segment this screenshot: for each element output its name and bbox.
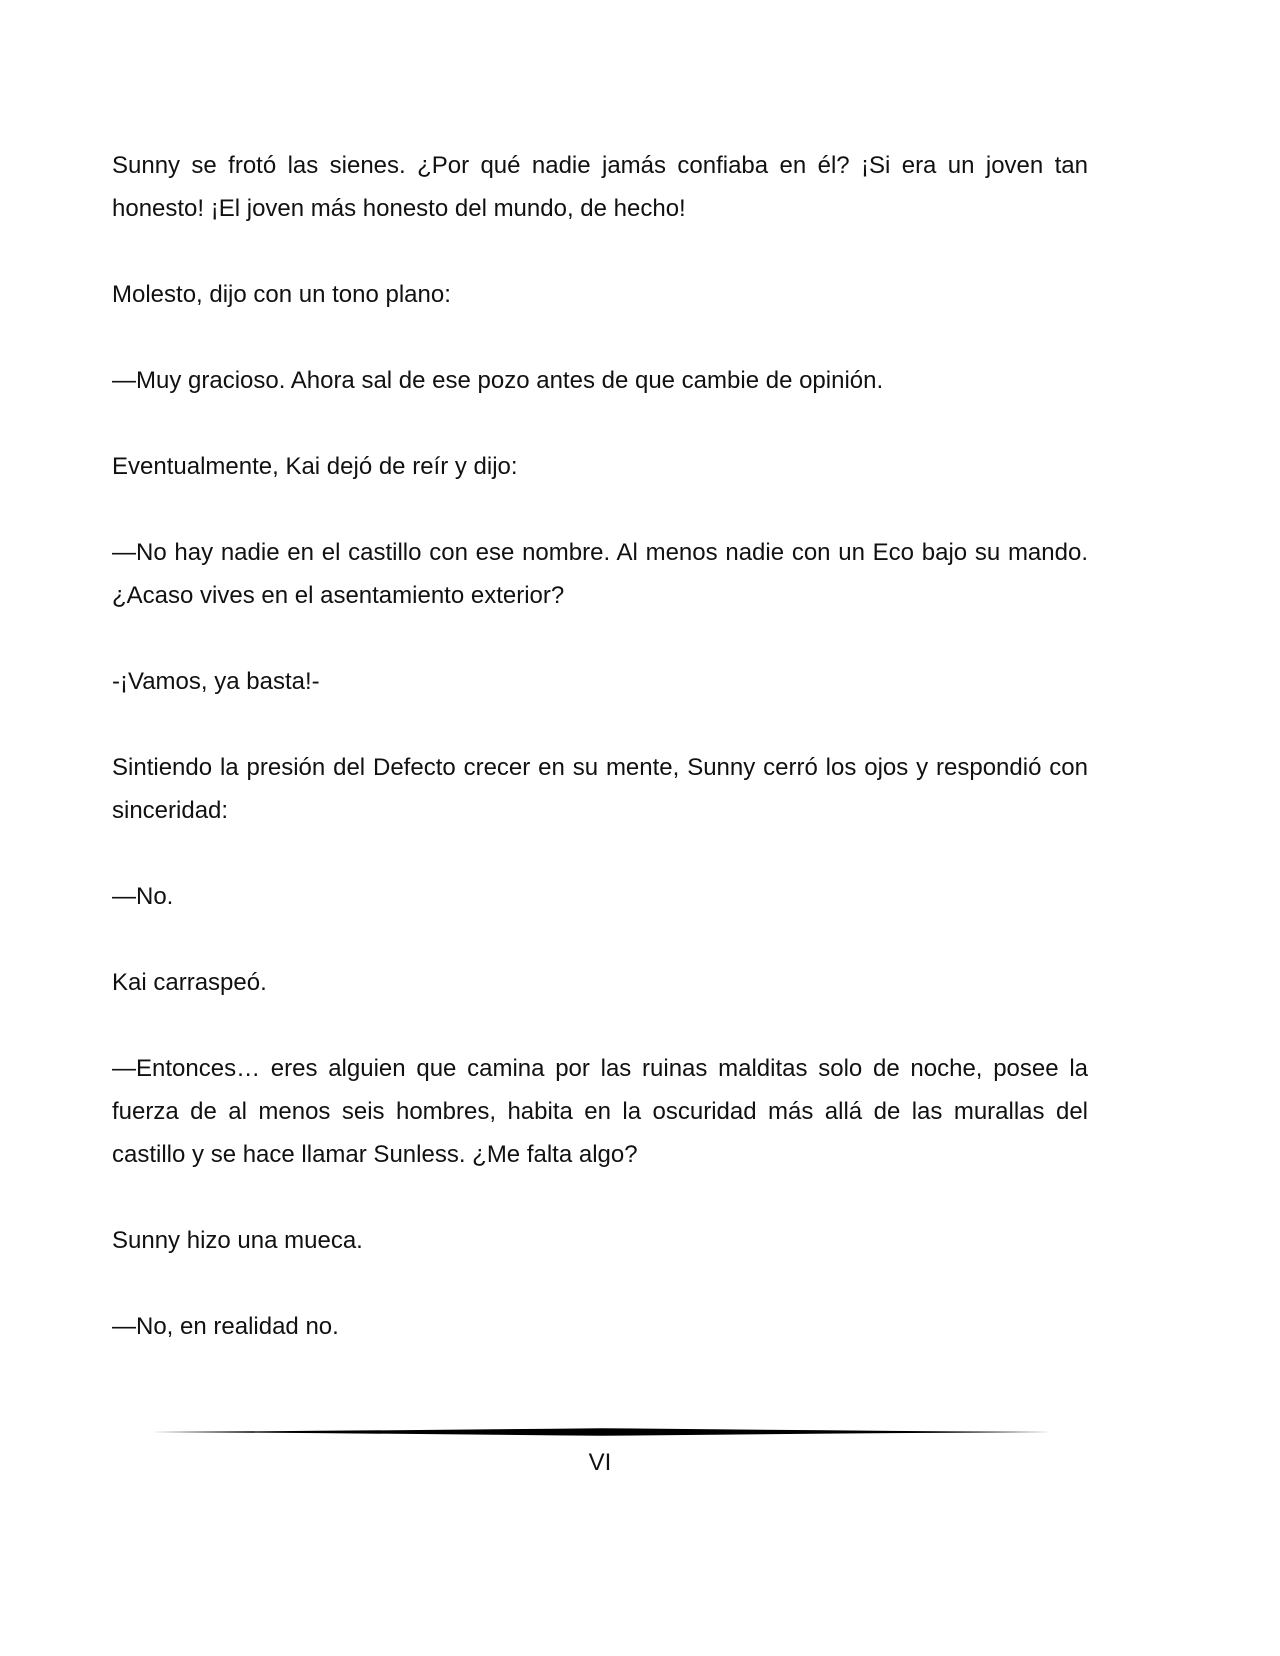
paragraph-12: —No, en realidad no. — [112, 1313, 339, 1340]
paragraph-3: —Muy gracioso. Ahora sal de ese pozo antes de que cambie de opinión. — [112, 367, 884, 394]
paragraph-9: Kai carraspeó. — [112, 969, 267, 996]
page-number: VI — [588, 1449, 612, 1476]
paragraph-4: Eventualmente, Kai dejó de reír y dijo: — [112, 453, 518, 480]
footer-divider-rule — [152, 1426, 1052, 1438]
paragraph-5: —No hay nadie en el castillo con ese nombre. Al menos nadie con un Eco bajo su mando. ¿Acaso vives en el asentamiento exterior? — [112, 539, 1088, 609]
paragraph-10: —Entonces… eres alguien que camina por las ruinas malditas solo de noche, posee la fuerza de al menos seis hombres, habita en la oscuridad más allá de las murallas del castillo y se hace llamar Sunless. ¿Me falta algo? — [112, 1055, 1088, 1168]
paragraph-2: Molesto, dijo con un tono plano: — [112, 281, 451, 308]
paragraph-11: Sunny hizo una mueca. — [112, 1227, 363, 1254]
paragraph-6: -¡Vamos, ya basta!- — [112, 668, 320, 695]
paragraph-1: Sunny se frotó las sienes. ¿Por qué nadie jamás confiaba en él? ¡Si era un joven tan honesto! ¡El joven más honesto del mundo, de hecho! — [112, 152, 1088, 222]
page-body — [112, 144, 1088, 1391]
paragraph-7: Sintiendo la presión del Defecto crecer en su mente, Sunny cerró los ojos y respondió con sinceridad: — [112, 754, 1088, 824]
footer-divider-shape — [152, 1428, 1052, 1436]
paragraph-8: —No. — [112, 883, 174, 910]
